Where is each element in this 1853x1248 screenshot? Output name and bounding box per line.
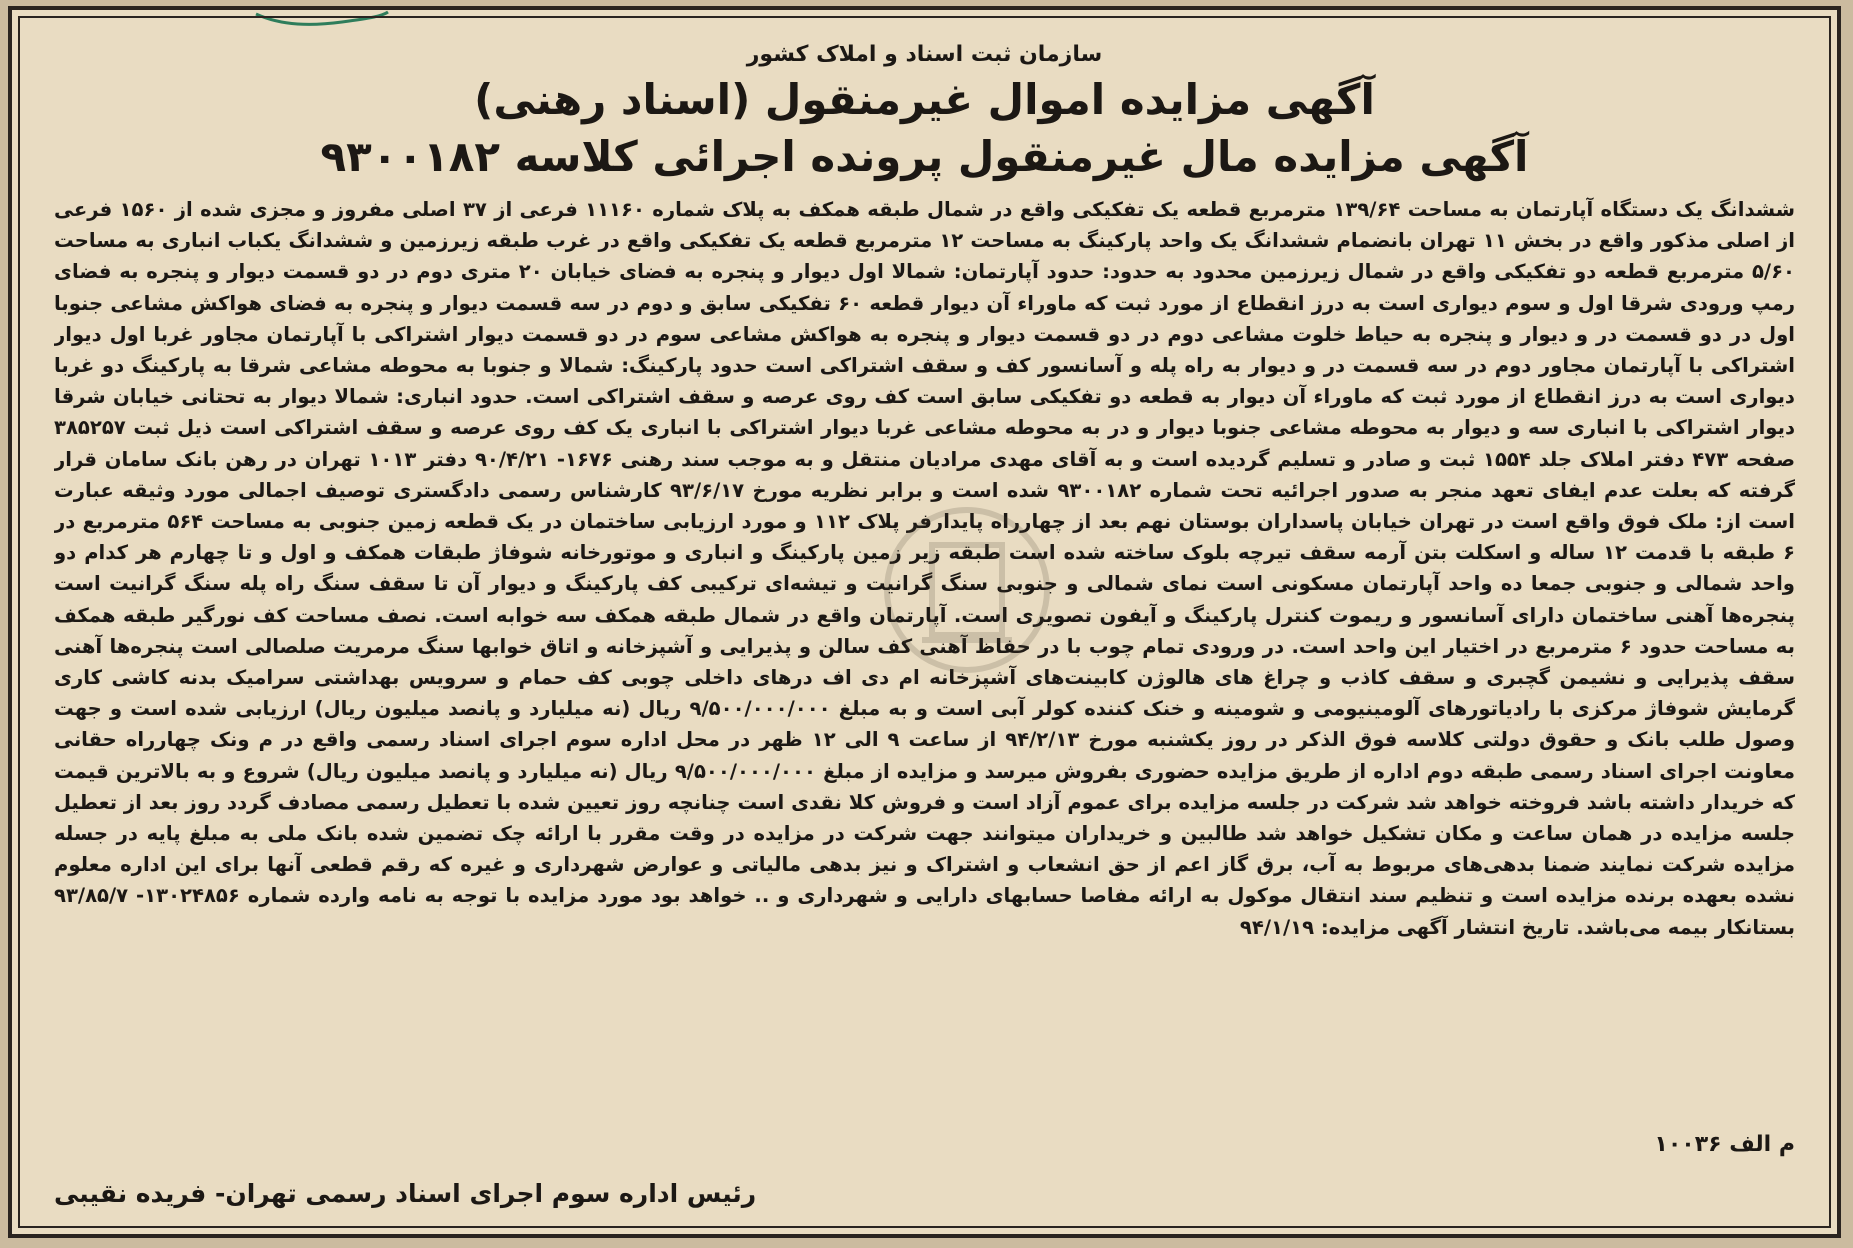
signature-line: رئیس اداره سوم اجرای اسناد رسمی تهران- فریده نقیبی [54, 1179, 757, 1208]
reference-number: م الف ۱۰۰۳۶ [1654, 1132, 1795, 1157]
notice-subtitle: آگهی مزایده مال غیرمنقول پرونده اجرائی کلاسه ۹۳۰۰۱۸۲ [320, 132, 1529, 181]
newspaper-clipping [8, 6, 1841, 1238]
organization-name: سازمان ثبت اسناد و املاک کشور [746, 42, 1103, 67]
notice-frame [18, 16, 1831, 1228]
notice-title: آگهی مزایده اموال غیرمنقول (اسناد رهنی) [474, 75, 1375, 124]
notice-footer [54, 1132, 1795, 1208]
notice-body: ششدانگ یک دستگاه آپارتمان به مساحت ۱۳۹/۶۴ مترمربع قطعه یک تفکیکی واقع در شمال طبقه همکف به پلاک شماره ۱۱۱۶۰ فرعی از ۳۷ اصلی مفروز و مجزی شده از ۱۵۶۰ فرعی از اصلی مذکور واقع در بخش ۱۱ تهران بانضمام ششدانگ یک واحد پارکینگ به مساحت ۱۲ مترمربع قطعه یک تفکیکی واقع در غرب طبقه زیرزمین و ششدانگ یکباب انباری به مساحت ۵/۶۰ مترمربع قطعه دو تفکیکی واقع در شمال زیرزمین محدود به حدود: حدود آپارتمان: شمالا اول دیوار و پنجره به فضای خیابان ۲۰ متری دوم در دو قسمت دیوار و پنجره به فضای رمپ ورودی شرقا اول و سوم دیواری است به درز انقطاع از مورد ثبت که ماوراء آن دیوار قطعه ۶۰ تفکیکی سابق و دوم در سه قسمت دیوار و پنجره به فضای هواکش مشاعی جنوبا اول در دو قسمت در و دیوار و پنجره به حیاط خلوت مشاعی دوم در دو قسمت دیوار و پنجره به هواکش مشاعی سوم در دو قسمت دیوار اشتراکی با آپارتمان مجاور غربا اول دیوار اشتراکی با آپارتمان مجاور دوم در سه قسمت در و دیوار به راه پله و آسانسور کف و سقف اشتراکی است حدود پارکینگ: شمالا و جنوبا به محوطه مشاعی شرقا به پارکینگ دو غربا دیواری است به درز انقطاع از مورد ثبت که ماوراء آن دیوار به قطعه دو تفکیکی سابق است کف روی عرصه و سقف اشتراکی است. حدود انباری: شمالا دیوار به تحتانی خیابان شرقا دیوار اشتراکی با انباری سه و دیوار به محوطه مشاعی جنوبا دیوار و در به محوطه مشاعی غربا دیوار اشتراکی با انباری یک کف روی عرصه و سقف اشتراکی است ذیل ثبت ۳۸۵۲۵۷ صفحه ۴۷۳ دفتر املاک جلد ۱۵۵۴ ثبت و صادر و تسلیم گردیده است و به آقای مهدی مرادیان منتقل و به موجب سند رهنی ۱۶۷۶- ۹۰/۴/۲۱ دفتر ۱۰۱۳ تهران در رهن بانک سامان قرار گرفته که بعلت عدم ایفای تعهد منجر به صدور اجرائیه تحت شماره ۹۳۰۰۱۸۲ شده است و برابر نظریه مورخ ۹۳/۶/۱۷ کارشناس رسمی دادگستری توصیف اجمالی مورد وثیقه عبارت است از: ملک فوق واقع است در تهران خیابان پاسداران بوستان نهم بعد از چهارراه پایدارفر پلاک ۱۱۲ و مورد ارزیابی ساختمان در یک قطعه زمین جنوبی به مساحت ۵۶۴ مترمربع در ۶ طبقه با قدمت ۱۲ ساله و اسکلت بتن آرمه سقف تیرچه بلوک ساخته شده است طبقه زیر زمین پارکینگ و انباری و موتورخانه شوفاژ طبقات همکف و اول و تا چهارم هر کدام دو واحد شمالی و جنوبی جمعا ده واحد آپارتمان مسکونی است نمای شمالی و جنوبی سنگ گرانیت و تیشه‌ای ترکیبی کف پارکینگ و دیوار آن تا سقف سنگ راه پله سنگ گرانیت است پنجره‌ها آهنی ساختمان دارای آسانسور و ریموت کنترل پارکینگ و آیفون تصویری است. آپارتمان واقع در شمال طبقه همکف سه خوابه است. نصف مساحت کف نورگیر طبقه همکف به مساحت حدود ۶ مترمربع در اختیار این واحد است. در ورودی تمام چوب با در حفاظ آهنی کف سالن و پذیرایی و آشپزخانه و اتاق خوابها سنگ مرمریت صلصالی است پنجره‌ها آهنی سقف پذیرایی و نشیمن گچبری و سقف کاذب و چراغ های هالوژن کابینت‌های آشپزخانه ام دی اف درهای داخلی چوبی کف حمام و سرویس بهداشتی سرامیک بدنه کاشی کاری گرمایش شوفاژ مرکزی با رادیاتورهای آلومینیومی و شومینه و خنک کننده کولر آبی است و به مبلغ ۹/۵۰۰/۰۰۰/۰۰۰ ریال (نه میلیارد و پانصد میلیون ریال) ارزیابی شده است و جهت وصول طلب بانک و حقوق دولتی کلاسه فوق الذکر در روز یکشنبه مورخ ۹۴/۲/۱۳ از ساعت ۹ الی ۱۲ ظهر در محل اداره سوم اجرای اسناد رسمی واقع در م ونک چهارراه حقانی معاونت اجرای اسناد رسمی طبقه دوم اداره از طریق مزایده حضوری بفروش میرسد و مزایده از مبلغ ۹/۵۰۰/۰۰۰/۰۰۰ ریال (نه میلیارد و پانصد میلیون ریال) شروع و به بالاترین قیمت که خریدار داشته باشد فروخته خواهد شد شرکت در جلسه مزایده برای عموم آزاد است و فروش کلا نقدی است چنانچه روز تعیین شده با تعطیل رسمی مصادف گردد روز بعد از تعطیل جلسه مزایده در همان ساعت و مکان تشکیل خواهد شد طالبین و خریداران میتوانند جهت شرکت در مزایده در وقت مقرر با ارائه چک تضمین شده بانک ملی به مبلغ پایه در جسله مزایده شرکت نمایند ضمنا بدهی‌های مربوط به آب، برق گاز اعم از حق انشعاب و اشتراک و نیز بدهی مالیاتی و عوارض شهرداری و غیره که رقم قطعی آنها برای این اداره معلوم نشده بعهده برنده مزایده است و تنظیم سند انتقال موکول به ارائه مفاصا حسابهای دارایی و شهرداری و .. خواهد بود مورد مزایده با توجه به نامه وارده شماره ۱۳۰۲۴۸۵۶- ۹۳/۸۵/۷ بستانکار بیمه می‌باشد. تاریخ انتشار آگهی مزایده: ۹۴/۱/۱۹ [54, 198, 1795, 939]
